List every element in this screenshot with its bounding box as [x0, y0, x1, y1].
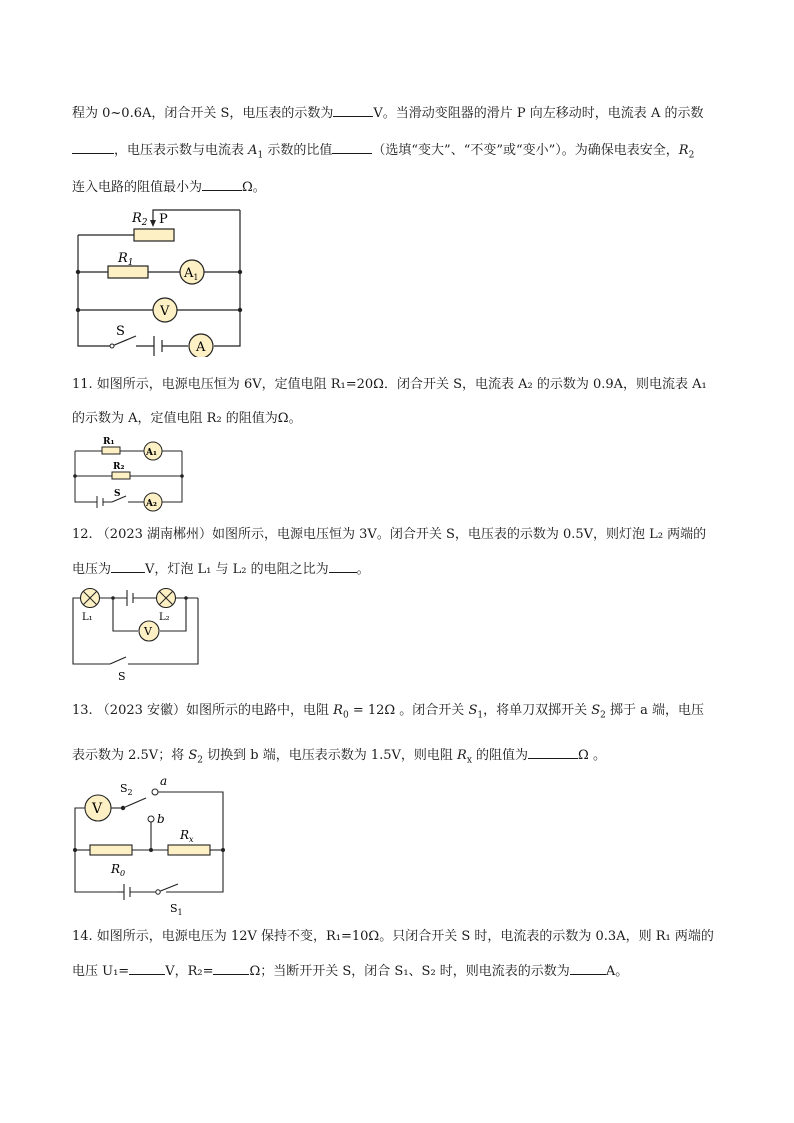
- math-symbol: R: [678, 143, 689, 158]
- q13-text: 掷于 a 端，电压: [605, 703, 705, 718]
- label-a: a: [160, 774, 168, 788]
- q13-text: 表示数为 2.5V；将: [72, 748, 189, 763]
- q10-text-line-3: [72, 176, 266, 197]
- lamp-l2-icon: [157, 589, 176, 608]
- label-v: V: [92, 801, 103, 817]
- q14-text-line-2: [72, 960, 628, 981]
- svg-text:Rx: [179, 828, 194, 844]
- label-s: S: [118, 670, 126, 683]
- q13-circuit-diagram: [68, 772, 230, 920]
- r2-resistor: [112, 472, 130, 479]
- q10-text: 程为 0~0.6A，闭合开关 S，电压表的示数为: [72, 106, 334, 121]
- q14-text: 电压 U₁=: [72, 964, 130, 979]
- label-r1: R: [118, 251, 128, 266]
- math-subscript: 2: [600, 710, 606, 721]
- svg-text:S1: [170, 902, 183, 917]
- label-v: V: [144, 625, 152, 638]
- q13-text: = 12Ω 。闭合开关: [348, 703, 469, 718]
- q11-circuit-diagram: [70, 434, 188, 512]
- label-r2: R: [132, 211, 142, 226]
- label-s: S: [116, 324, 125, 339]
- label-rx: R: [180, 828, 190, 842]
- label-s2: S: [120, 782, 128, 795]
- label-a1: A₁: [146, 448, 157, 458]
- label-a1-sub: 1: [193, 273, 199, 282]
- answer-blank[interactable]: [528, 744, 578, 759]
- label-r0: R: [111, 862, 121, 876]
- q13-text-line-2: [72, 744, 606, 765]
- rx-resistor: [168, 845, 210, 855]
- math-subscript: 1: [257, 150, 264, 161]
- answer-blank[interactable]: [570, 960, 606, 975]
- math-symbol: S: [468, 703, 478, 718]
- math-symbol: S: [188, 748, 198, 763]
- label-s: S: [114, 489, 121, 499]
- label-r2: R₂: [113, 462, 125, 472]
- math-subscript: 0: [342, 710, 349, 721]
- q12-text: V，灯泡 L₁ 与 L₂ 的电阻之比为: [145, 562, 329, 577]
- svg-text:R1: [117, 251, 134, 268]
- svg-text:S2: [120, 782, 133, 797]
- q11-text-line-2: 的示数为 A，定值电阻 R₂ 的阻值为Ω。: [72, 411, 302, 426]
- q13-text: 的阻值为: [471, 748, 529, 763]
- answer-blank[interactable]: [72, 139, 114, 154]
- math-subscript: x: [466, 755, 472, 766]
- label-a2: A₂: [146, 499, 157, 509]
- label-s1: S: [170, 902, 178, 915]
- lamp-l1-icon: [81, 589, 100, 608]
- q14-text: V，R₂=: [165, 964, 214, 979]
- q12-text: 电压为: [72, 562, 112, 577]
- svg-text:R0: [110, 862, 125, 878]
- math-symbol: S: [591, 703, 601, 718]
- r0-resistor: [90, 845, 132, 855]
- q10-text: 连入电路的阻值最小为: [72, 180, 203, 195]
- label-b: b: [157, 812, 165, 826]
- label-r1: R₁: [103, 437, 115, 447]
- q14-text-line-1: 14. 如图所示，电源电压为 12V 保持不变，R₁=10Ω。只闭合开关 S 时，电流表的示数为 0.3A，则 R₁ 两端的: [72, 929, 714, 944]
- q13-text: 切换到 b 端，电压表示数为 1.5V，则电阻: [202, 748, 458, 763]
- q12-text-line-2: [72, 558, 370, 579]
- answer-blank[interactable]: [329, 558, 357, 573]
- label-r2-sub: 2: [141, 218, 148, 228]
- math-subscript: 2: [197, 755, 203, 766]
- label-a: A: [196, 340, 206, 355]
- q13-text-line-1: [72, 702, 704, 720]
- q12-text-line-1: 12. （2023 湖南郴州）如图所示，电源电压恒为 3V。闭合开关 S，电压表的示数为 0.5V，则灯泡 L₂ 两端的: [72, 527, 707, 542]
- q10-text: （选填“变大”、“不变”或“变小”）。为确保电表安全，: [372, 143, 679, 158]
- q12-circuit-diagram: [68, 584, 206, 684]
- answer-blank[interactable]: [213, 960, 249, 975]
- math-symbol: R: [457, 748, 467, 763]
- q10-text: Ω。: [242, 180, 266, 195]
- q14-text: A。: [605, 964, 629, 979]
- q13-text: 13. （2023 安徽）如图所示的电路中，电阻: [72, 703, 334, 718]
- math-subscript: 1: [477, 710, 484, 721]
- label-p: P: [159, 212, 168, 227]
- answer-blank[interactable]: [332, 139, 372, 154]
- math-subscript: 2: [688, 150, 695, 161]
- label-r1-sub: 1: [127, 258, 134, 268]
- q13-text: Ω 。: [578, 748, 606, 763]
- label-l2: L₂: [159, 612, 170, 623]
- math-symbol: R: [333, 703, 343, 718]
- q10-text: ，电压表示数与电流表: [114, 143, 249, 158]
- svg-text:R2: [131, 211, 148, 228]
- label-rx-sub: x: [189, 835, 194, 844]
- r1-resistor: [102, 447, 120, 454]
- q10-text: V。当滑动变阻器的滑片 P 向左移动时，电流表 A 的示数: [373, 106, 704, 121]
- math-symbol: A: [248, 143, 258, 158]
- label-l1: L₁: [82, 612, 93, 623]
- q10-text: 示数的比值: [263, 143, 333, 158]
- q13-text: ，将单刀双掷开关: [483, 703, 592, 718]
- q14-text: Ω；当断开开关 S，闭合 S₁、S₂ 时，则电流表的示数为: [249, 964, 570, 979]
- label-a1: A: [184, 266, 194, 281]
- answer-blank[interactable]: [333, 102, 373, 117]
- answer-blank[interactable]: [129, 960, 165, 975]
- slider-arrow-icon: [150, 220, 156, 227]
- q10-text-line-2: [72, 139, 694, 160]
- label-r0-sub: 0: [120, 869, 126, 878]
- answer-blank[interactable]: [202, 176, 242, 191]
- q12-text: 。: [356, 562, 370, 577]
- r2-rheostat: [134, 229, 174, 241]
- label-v: V: [160, 304, 170, 319]
- q10-text-line-1: [72, 102, 703, 123]
- q10-circuit-diagram: [70, 202, 250, 357]
- label-s1-sub: 1: [177, 908, 183, 917]
- answer-blank[interactable]: [111, 558, 145, 573]
- label-s2-sub: 2: [127, 788, 133, 797]
- q11-text-line-1: 11. 如图所示，电源电压恒为 6V，定值电阻 R₁=20Ω．闭合开关 S，电流表 A₂ 的示数为 0.9A，则电流表 A₁: [72, 377, 707, 392]
